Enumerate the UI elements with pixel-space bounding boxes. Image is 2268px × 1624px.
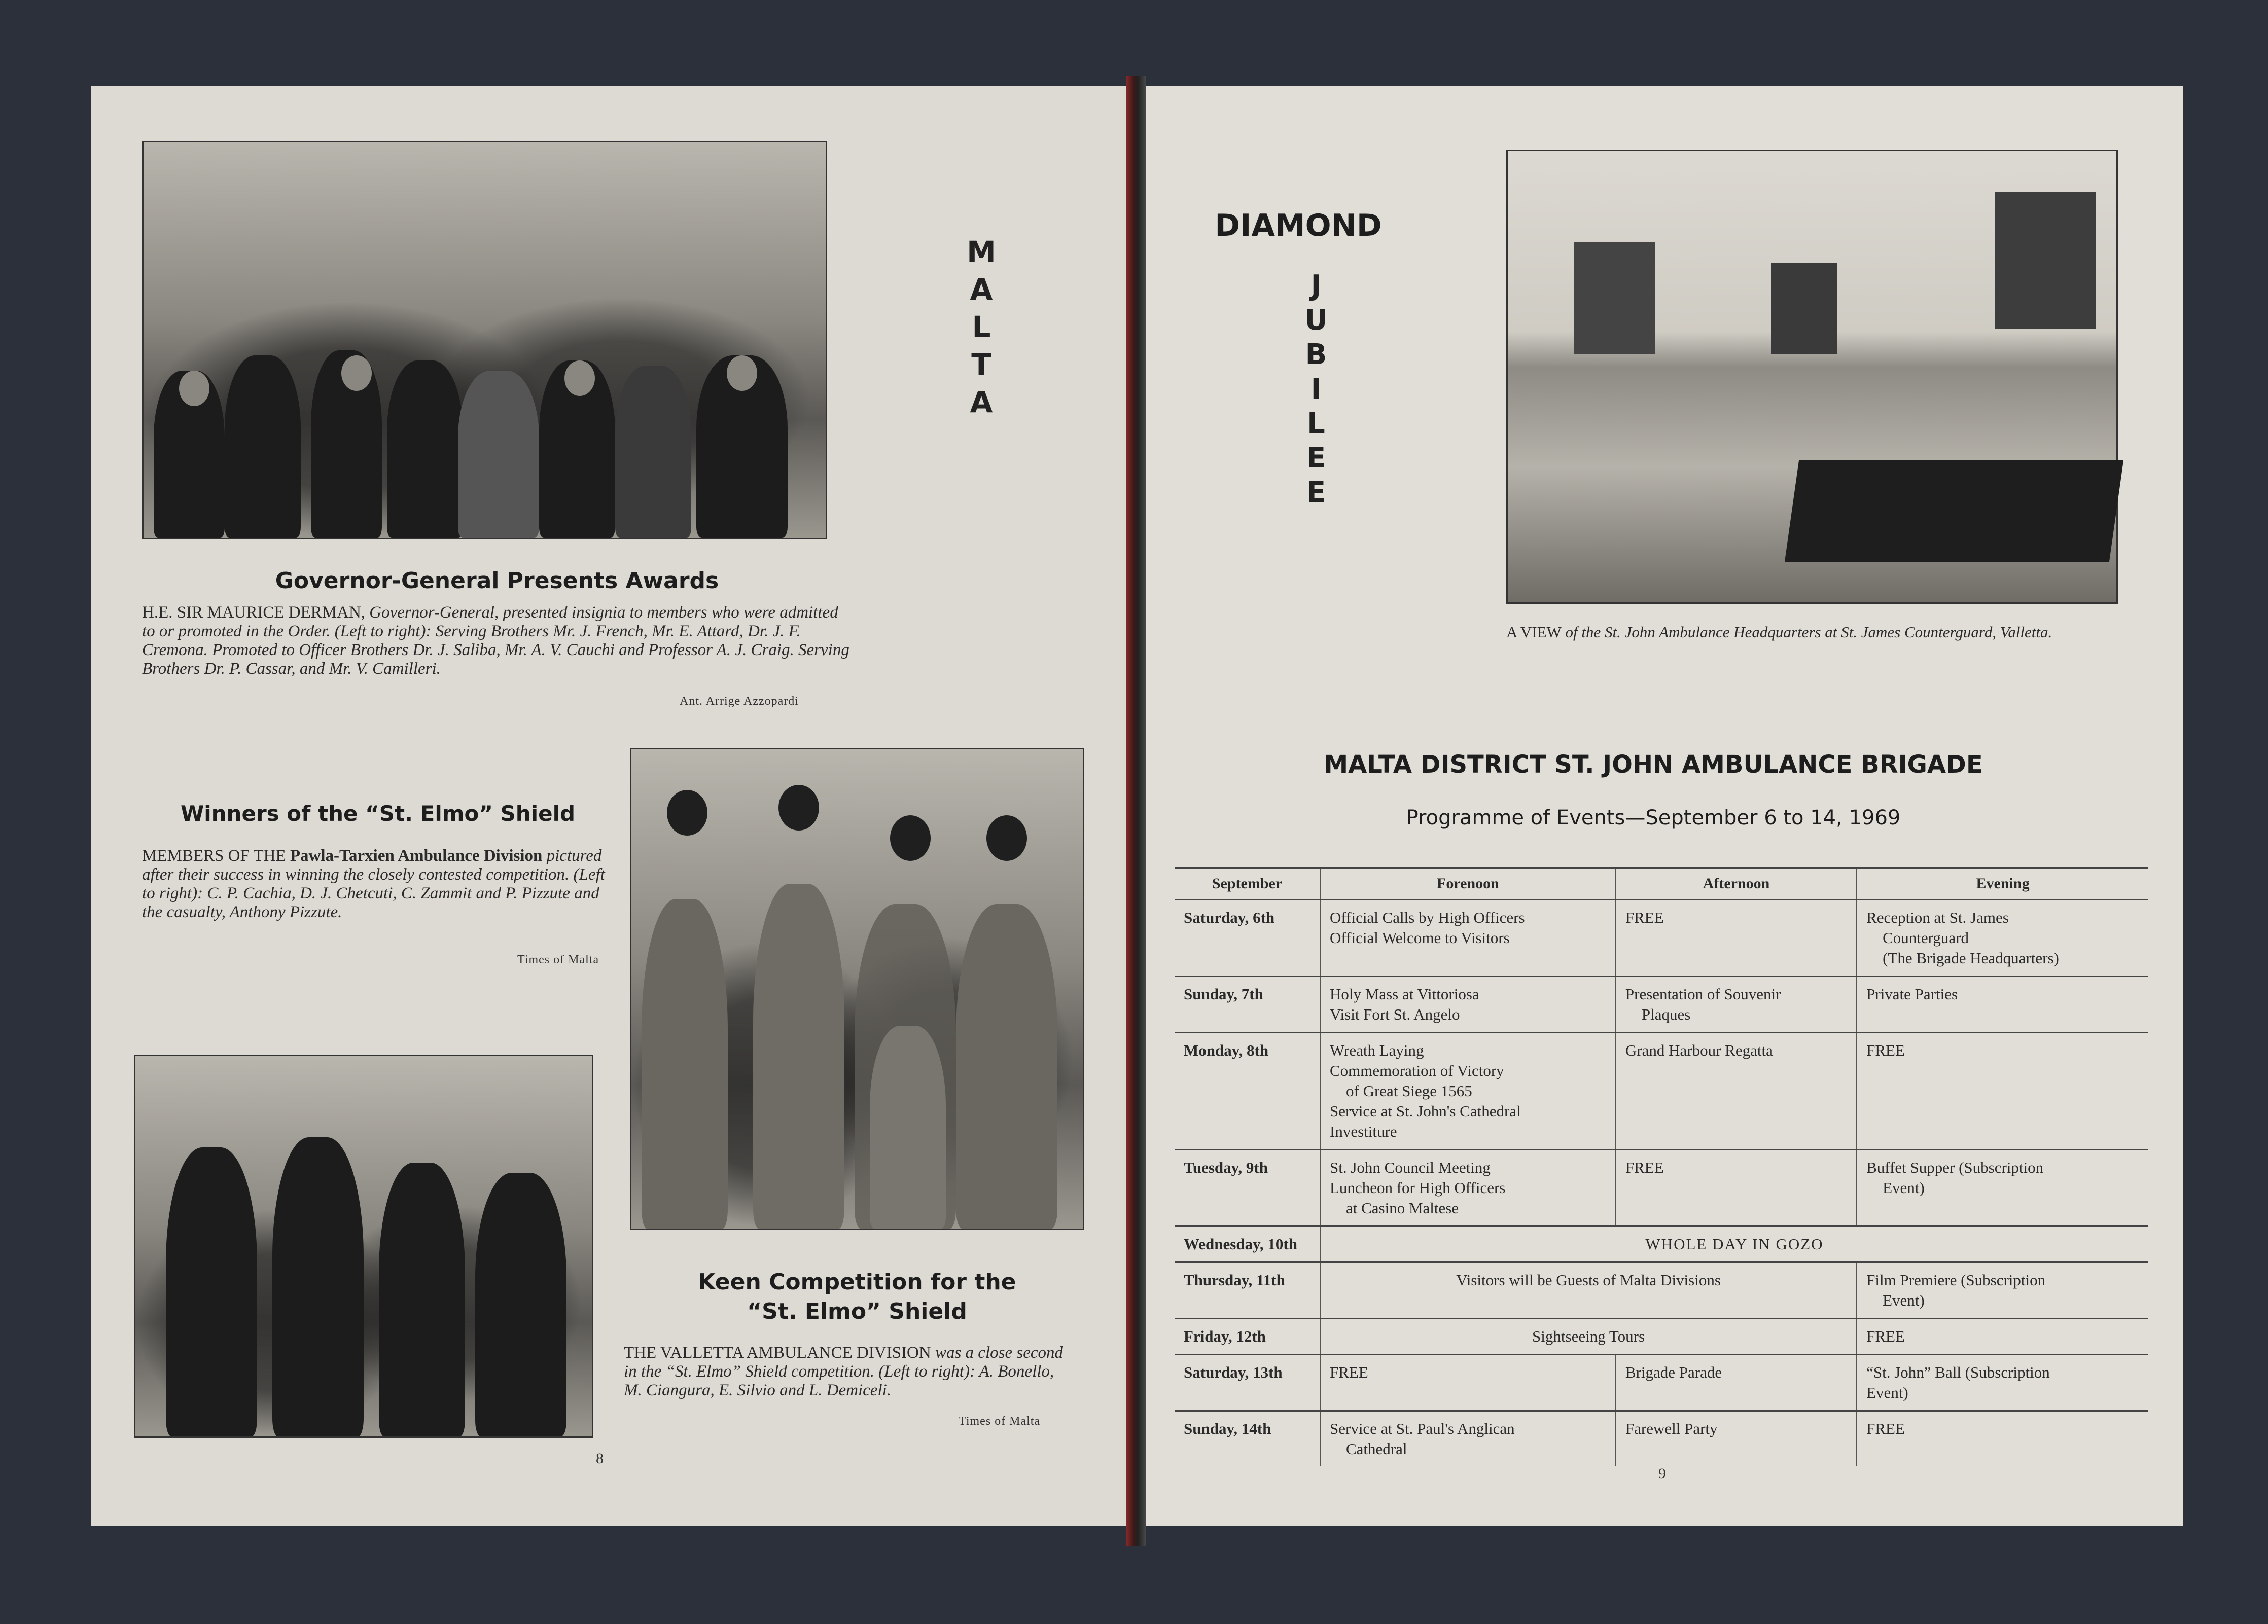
forenoon-cell — [1320, 977, 1616, 1033]
afternoon-cell: Grand Harbour Regatta — [1616, 1033, 1857, 1150]
table-row — [1175, 900, 2148, 977]
evening-cell: FREE — [1857, 1411, 2148, 1467]
cell-line: Official Calls by High Officers — [1330, 909, 1525, 926]
afternoon-cell: Brigade Parade — [1616, 1355, 1857, 1411]
programme-table — [1175, 867, 2148, 1466]
title-letter: E — [1306, 442, 1326, 475]
day-cell: Tuesday, 9th — [1175, 1150, 1320, 1226]
cell-line: Service at St. Paul's Anglican — [1330, 1420, 1515, 1437]
cell-line: (The Brigade Headquarters) — [1883, 949, 2059, 967]
afternoon-cell: Farewell Party — [1616, 1411, 1857, 1467]
winners-photo — [630, 748, 1084, 1230]
valletta-division-photo — [134, 1055, 593, 1438]
title-letter: T — [971, 347, 991, 382]
evening-cell — [1857, 1150, 2148, 1226]
right-page — [1146, 86, 2183, 1526]
cell-line: Film Premiere (Subscription — [1866, 1271, 2046, 1289]
forenoon-cell — [1320, 900, 1616, 977]
cell-line: “St. John” Ball (Subscription — [1866, 1363, 2050, 1381]
cell-line: of Great Siege 1565 — [1346, 1082, 1472, 1100]
cell-line: Event) — [1883, 1291, 1925, 1309]
table-row — [1175, 977, 2148, 1033]
header-afternoon: Afternoon — [1616, 868, 1857, 900]
forenoon-cell: FREE — [1320, 1355, 1616, 1411]
table-row — [1175, 1262, 2148, 1319]
jubilee-vertical-title — [1298, 269, 1334, 510]
keen-heading-line2: “St. Elmo” Shield — [747, 1298, 967, 1324]
page-number-right: 9 — [1658, 1465, 1666, 1482]
cell-line: Reception at St. James — [1866, 909, 2009, 926]
keen-caption-text: was a close second in the “St. Elmo” Shield competition. (Left to right): A. Bonello, M. Ciangura, E. Silvio and L. Demiceli. — [624, 1344, 1063, 1399]
afternoon-cell: FREE — [1616, 900, 1857, 977]
cell-line: Luncheon for High Officers — [1330, 1179, 1506, 1197]
title-letter: A — [970, 272, 993, 307]
cell-line: Cathedral — [1346, 1440, 1407, 1458]
cell-line: Visit Fort St. Angelo — [1330, 1005, 1460, 1023]
cell-line: Counterguard — [1883, 929, 1969, 947]
winners-heading: Winners of the “St. Elmo” Shield — [180, 801, 576, 826]
cell-line: Event) — [1883, 1179, 1925, 1197]
evening-cell — [1857, 1262, 2148, 1319]
day-cell: Sunday, 14th — [1175, 1411, 1320, 1467]
cell-line: St. John Council Meeting — [1330, 1159, 1491, 1176]
cell-line: Holy Mass at Vittoriosa — [1330, 985, 1479, 1003]
table-row — [1175, 1355, 2148, 1411]
left-page — [91, 86, 1126, 1526]
afternoon-cell: FREE — [1616, 1150, 1857, 1226]
day-cell: Saturday, 6th — [1175, 900, 1320, 977]
afternoon-cell — [1616, 977, 1857, 1033]
keen-caption — [624, 1344, 1070, 1400]
day-cell: Wednesday, 10th — [1175, 1226, 1320, 1262]
cell-line: at Casino Maltese — [1346, 1199, 1459, 1217]
headquarters-caption — [1506, 624, 2089, 641]
table-row — [1175, 1226, 2148, 1262]
keen-heading — [634, 1268, 1080, 1326]
forenoon-cell — [1320, 1150, 1616, 1226]
day-cell: Thursday, 11th — [1175, 1262, 1320, 1319]
cell-line: Commemoration of Victory — [1330, 1062, 1504, 1079]
header-evening: Evening — [1857, 868, 2148, 900]
keen-heading-line1: Keen Competition for the — [698, 1269, 1016, 1295]
title-letter: I — [1310, 373, 1322, 406]
cell-line: Event) — [1866, 1384, 1908, 1401]
winners-caption-bold: Pawla-Tarxien Ambulance Division — [290, 847, 543, 865]
headquarters-caption-lead: A VIEW — [1506, 623, 1562, 641]
headquarters-hall-photo — [1506, 150, 2118, 604]
title-letter: J — [1310, 269, 1322, 302]
cell-line: Buffet Supper (Subscription — [1866, 1159, 2044, 1176]
cell-line: Plaques — [1641, 1005, 1691, 1023]
day-cell: Monday, 8th — [1175, 1033, 1320, 1150]
title-letter: A — [970, 385, 993, 419]
awards-credit: Ant. Arrige Azzopardi — [680, 695, 799, 708]
span-cell: Visitors will be Guests of Malta Divisions — [1320, 1262, 1857, 1319]
evening-cell: Private Parties — [1857, 977, 2148, 1033]
keen-caption-lead: THE VALLETTA AMBULANCE DIVISION — [624, 1344, 931, 1362]
winners-caption — [142, 847, 609, 922]
title-letter: L — [1307, 407, 1325, 440]
cell-line: Presentation of Souvenir — [1625, 985, 1781, 1003]
day-cell: Sunday, 7th — [1175, 977, 1320, 1033]
winners-credit: Times of Malta — [517, 953, 599, 966]
evening-cell: FREE — [1857, 1033, 2148, 1150]
cell-line: Wreath Laying — [1330, 1041, 1424, 1059]
span-cell: Sightseeing Tours — [1320, 1319, 1857, 1355]
diamond-title: DIAMOND — [1215, 208, 1382, 243]
awards-photo — [142, 141, 827, 539]
awards-caption — [142, 603, 852, 678]
table-row — [1175, 1411, 2148, 1467]
day-cell: Saturday, 13th — [1175, 1355, 1320, 1411]
binding-gutter — [1126, 76, 1146, 1546]
awards-caption-lead: H.E. SIR MAURICE DERMAN, — [142, 603, 366, 622]
title-letter: M — [967, 235, 996, 269]
title-letter: L — [972, 310, 991, 344]
title-letter: E — [1306, 476, 1326, 509]
awards-heading: Governor-General Presents Awards — [275, 568, 719, 594]
whole-day-cell: WHOLE DAY IN GOZO — [1320, 1226, 2148, 1262]
title-letter: U — [1304, 304, 1328, 337]
evening-cell — [1857, 900, 2148, 977]
table-row — [1175, 1319, 2148, 1355]
magazine-spread — [91, 86, 2183, 1531]
forenoon-cell — [1320, 1411, 1616, 1467]
table-row — [1175, 1033, 2148, 1150]
cell-line: Official Welcome to Visitors — [1330, 929, 1510, 947]
cell-line: Service at St. John's Cathedral — [1330, 1102, 1521, 1120]
keen-credit: Times of Malta — [959, 1415, 1041, 1428]
header-september: September — [1175, 868, 1320, 900]
cell-line: Investiture — [1330, 1123, 1397, 1140]
headquarters-caption-text: of the St. John Ambulance Headquarters at St. James Counterguard, Valletta. — [1565, 623, 2052, 641]
evening-cell — [1857, 1355, 2148, 1411]
forenoon-cell — [1320, 1033, 1616, 1150]
winners-caption-text: pictured after their success in winning the closely contested competition. (Left to right): C. P. Cachia, D. J. Chetcuti, C. Zammit and P. Pizzute and the casualty, Anthony Pizzute. — [142, 847, 605, 921]
brigade-heading: MALTA DISTRICT ST. JOHN AMBULANCE BRIGADE — [1324, 750, 1983, 779]
title-letter: B — [1305, 338, 1327, 371]
header-forenoon: Forenoon — [1320, 868, 1616, 900]
winners-caption-lead: MEMBERS OF THE — [142, 847, 286, 865]
page-number-left: 8 — [596, 1450, 604, 1467]
programme-heading: Programme of Events—September 6 to 14, 1969 — [1406, 806, 1901, 829]
day-cell: Friday, 12th — [1175, 1319, 1320, 1355]
evening-cell: FREE — [1857, 1319, 2148, 1355]
awards-caption-text: Governor-General, presented insignia to members who were admitted to or promoted in the Order. (Left to right): Serving Brothers Mr. J. French, Mr. E. Attard, Dr. J. F. Cremona. Promoted to Officer Brothers Dr. J. Saliba, Mr. A. V. Cauchi and Professor A. J. Craig. Serving Brothers Dr. P. Cassar, and Mr. V. Camilleri. — [142, 603, 849, 678]
table-row — [1175, 1150, 2148, 1226]
table-header-row — [1175, 868, 2148, 900]
malta-vertical-title — [964, 233, 999, 421]
